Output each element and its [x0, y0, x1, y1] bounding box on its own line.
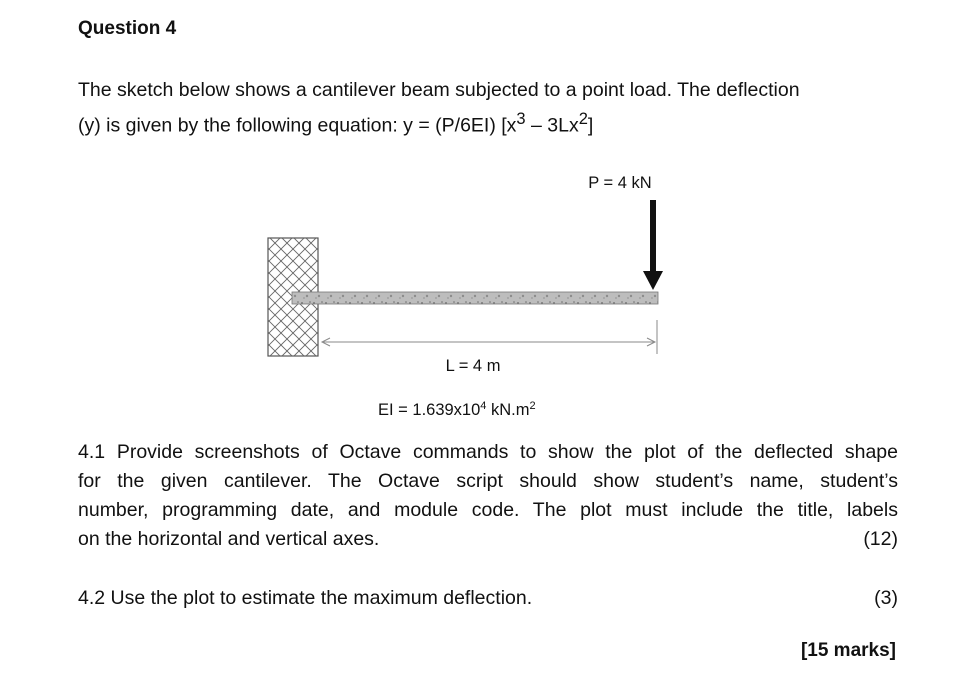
ei-exponent: 4	[480, 400, 487, 412]
load-label: P = 4 kN	[588, 174, 652, 192]
part-4-1-last-row	[78, 525, 898, 554]
part-4-1	[78, 438, 898, 525]
part-4-2-text: 4.2 Use the plot to estimate the maximum deflection.	[78, 587, 533, 609]
part-4-2	[78, 584, 898, 613]
exponent-2: 2	[578, 110, 588, 128]
intro-line-1: The sketch below shows a cantilever beam subjected to a point load. The deflection	[78, 79, 800, 101]
ei-prefix: EI = 1.639x10	[378, 401, 481, 419]
ei-label	[378, 400, 536, 419]
equation-prefix: (y) is given by the following equation: y = (P/6EI) [x	[78, 114, 517, 137]
beam	[292, 292, 658, 304]
part-4-1-line-1: 4.1 Provide screenshots of Octave commands to show the plot of the deflected shape	[78, 441, 898, 463]
question-heading: Question 4	[78, 18, 177, 39]
total-marks: [15 marks]	[800, 640, 896, 661]
part-4-1-line-2: for the given cantilever. The Octave script should show student’s name, student’s	[78, 470, 898, 492]
exponent-3: 3	[516, 110, 526, 128]
ei-suffix: kN.m	[486, 401, 530, 419]
point-load-arrow	[643, 200, 663, 290]
part-4-1-line-3: number, programming date, and module code. The plot must include the title, labels	[78, 499, 898, 521]
part-4-1-marks: (12)	[863, 528, 898, 550]
length-dimension	[322, 320, 657, 354]
ei-unit-exponent: 2	[529, 400, 536, 412]
part-4-1-line-4: on the horizontal and vertical axes.	[78, 528, 380, 550]
length-label: L = 4 m	[445, 357, 501, 375]
equation-mid: – 3Lx	[525, 114, 579, 137]
part-4-2-marks: (3)	[874, 587, 898, 609]
equation-end: ]	[587, 114, 594, 137]
